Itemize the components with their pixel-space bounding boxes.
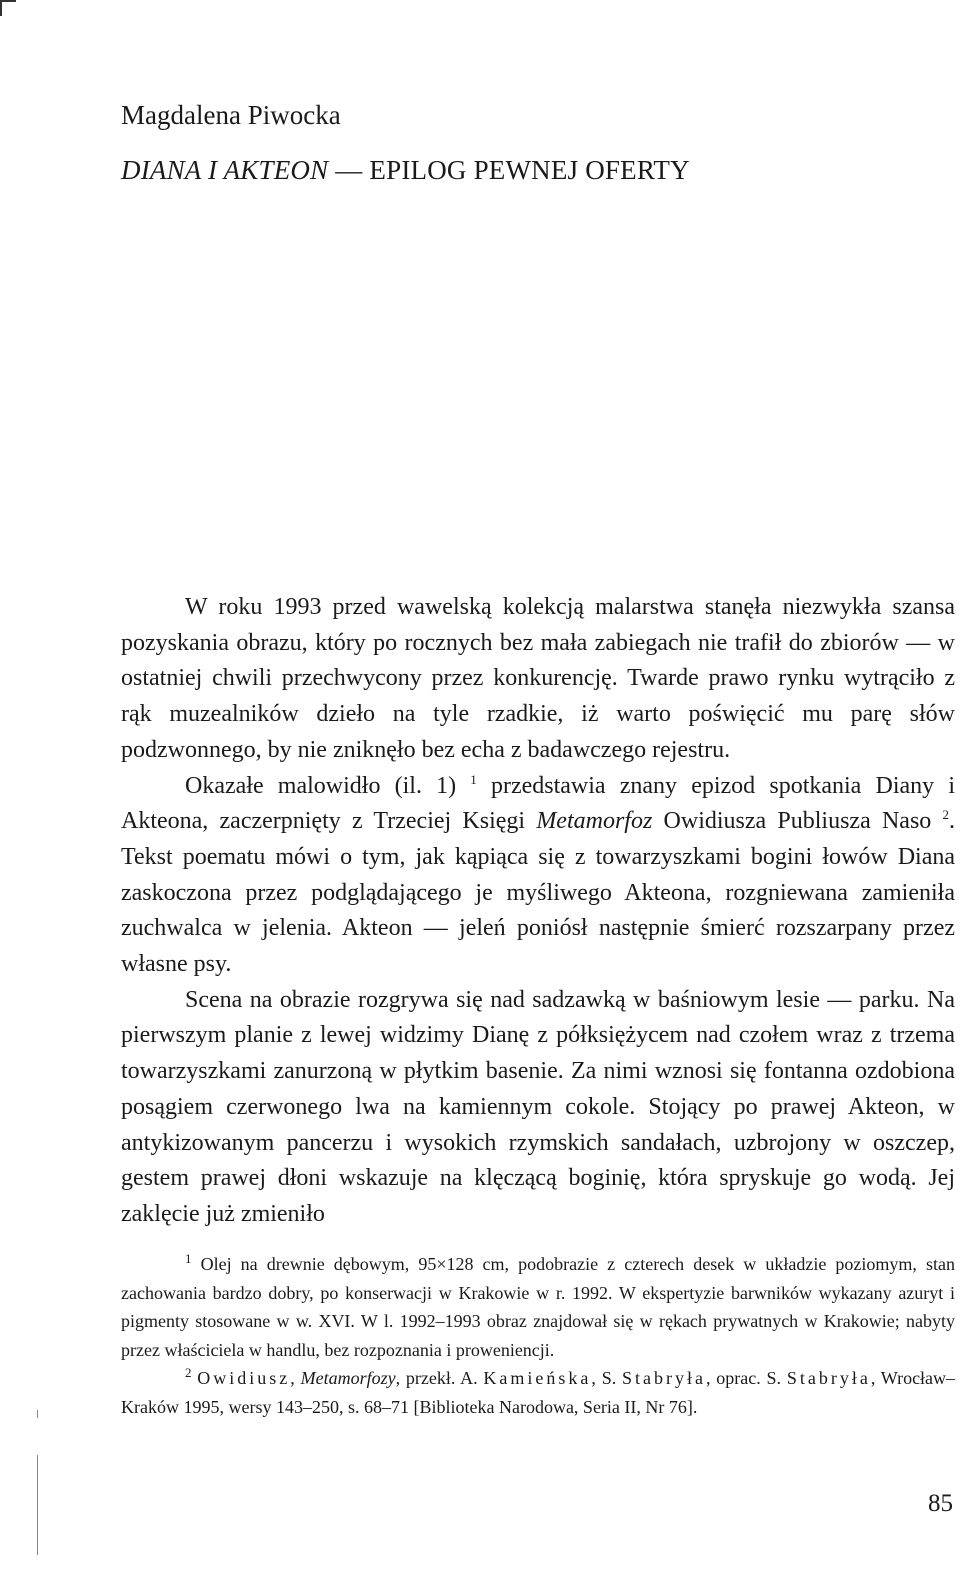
- paragraph-3: Scena na obrazie rozgrywa się nad sadzawką w baśniowym lesie — parku. Na pierwszym planie z lewej widzimy Dianę z półksiężycem nad czołem wraz z trzema towarzyszkami zanurzoną w płytkim basenie. Za nimi wznosi się fontanna ozdobiona posągiem czerwonego lwa na kamiennym cokole. Stojący po prawej Akteon, w antykizowanym pancerzu i wysokich rzymskich sandałach, uzbrojony w oszczep, gestem prawej dłoni wskazuje na klęczącą boginię, która spryskuje go wodą. Jej zaklęcie już zmieniło: [121, 986, 955, 1227]
- footnote-2-sep: ,: [290, 1368, 301, 1388]
- footnote-2-translator-1: Kamieńska: [483, 1368, 592, 1388]
- footnote-2-number: 2: [185, 1365, 192, 1380]
- margin-mark: [37, 1410, 38, 1418]
- footnote-2: [121, 1364, 955, 1421]
- footnote-ref-2[interactable]: 2: [942, 807, 950, 823]
- paragraph-1: W roku 1993 przed wawelską kolekcją malarstwa stanęła niezwykła szansa pozyskania obrazu, który po rocznych bez mała zabiegach nie trafił do zbiorów — w ostatniej chwili przechwycony przez konkurencję. Twarde prawo rynku wytrąciło z rąk muzealników dzieło na tyle rzadkie, iż warto poświęcić mu parę słów podzwonnego, by nie zniknęło bez echa z badawczego rejestru.: [121, 594, 955, 763]
- footnote-1: [121, 1250, 955, 1364]
- footnote-1-number: 1: [185, 1251, 192, 1266]
- article-title-rest: — EPILOG PEWNEJ OFERTY: [328, 155, 690, 185]
- article-title-italic: DIANA I AKTEON: [121, 155, 329, 185]
- footnote-2-text-d: , Wrocław–Kraków 1995, wersy 143–250, s. 68–71 [Biblioteka Narodowa, Seria II, Nr 76].: [121, 1368, 956, 1417]
- margin-mark: [37, 1455, 38, 1555]
- footnotes: [121, 1250, 955, 1421]
- p2-italic-title: Metamorfoz: [536, 808, 653, 835]
- p2-text-a: Okazałe malowidło (il. 1): [185, 772, 457, 799]
- author-name: Magdalena Piwocka: [121, 100, 341, 130]
- footnote-2-text-a: , przekł. A.: [395, 1368, 484, 1388]
- footnote-2-editor: Stabryła: [786, 1368, 871, 1388]
- footnote-2-text-b: , S.: [591, 1368, 622, 1388]
- p2-text-c: Owidiusza Publiusza Naso: [652, 808, 932, 835]
- footnote-2-translator-2: Stabryła: [622, 1368, 706, 1388]
- footnote-1-text: Olej na drewnie dębowym, 95×128 cm, podobrazie z czterech desek w układzie poziomym, stan zachowania bardzo dobry, po konserwacji w Krakowie w r. 1992. W ekspertyzie barwników wykazany azuryt i pigmenty stosowane w w. XVI. W l. 1992–1993 obraz znajdował się w rękach prywatnych w Krakowie; nabyty przez właściciela w handlu, bez rozpoznania i proweniencji.: [121, 1254, 955, 1360]
- page-number: 85: [928, 1490, 953, 1517]
- scan-corner-mark: [0, 0, 16, 16]
- footnote-ref-1[interactable]: 1: [470, 771, 477, 787]
- footnote-2-text-c: , oprac. S.: [706, 1368, 787, 1388]
- article-title: [121, 155, 690, 186]
- footnote-2-author: Owidiusz: [197, 1368, 291, 1388]
- paragraph-2: [121, 769, 955, 983]
- p2-text-d: . Tekst poematu mówi o tym, jak kąpiąca się z towarzyszkami bogini łowów Diana zaskoczona przez podglądającego je myśliwego Akteona, rozgniewana zamieniła zuchwalca w jelenia. Akteon — jeleń poniósł następnie śmierć rozszarpany przez własne psy.: [121, 808, 956, 978]
- footnote-2-italic-title: Metamorfozy: [300, 1368, 396, 1388]
- body-text: [121, 590, 955, 1233]
- p2-text-b: przedstawia znany epizod spotkania Diany i Akteona, zaczerpnięty z Trzeciej Księgi: [121, 772, 955, 835]
